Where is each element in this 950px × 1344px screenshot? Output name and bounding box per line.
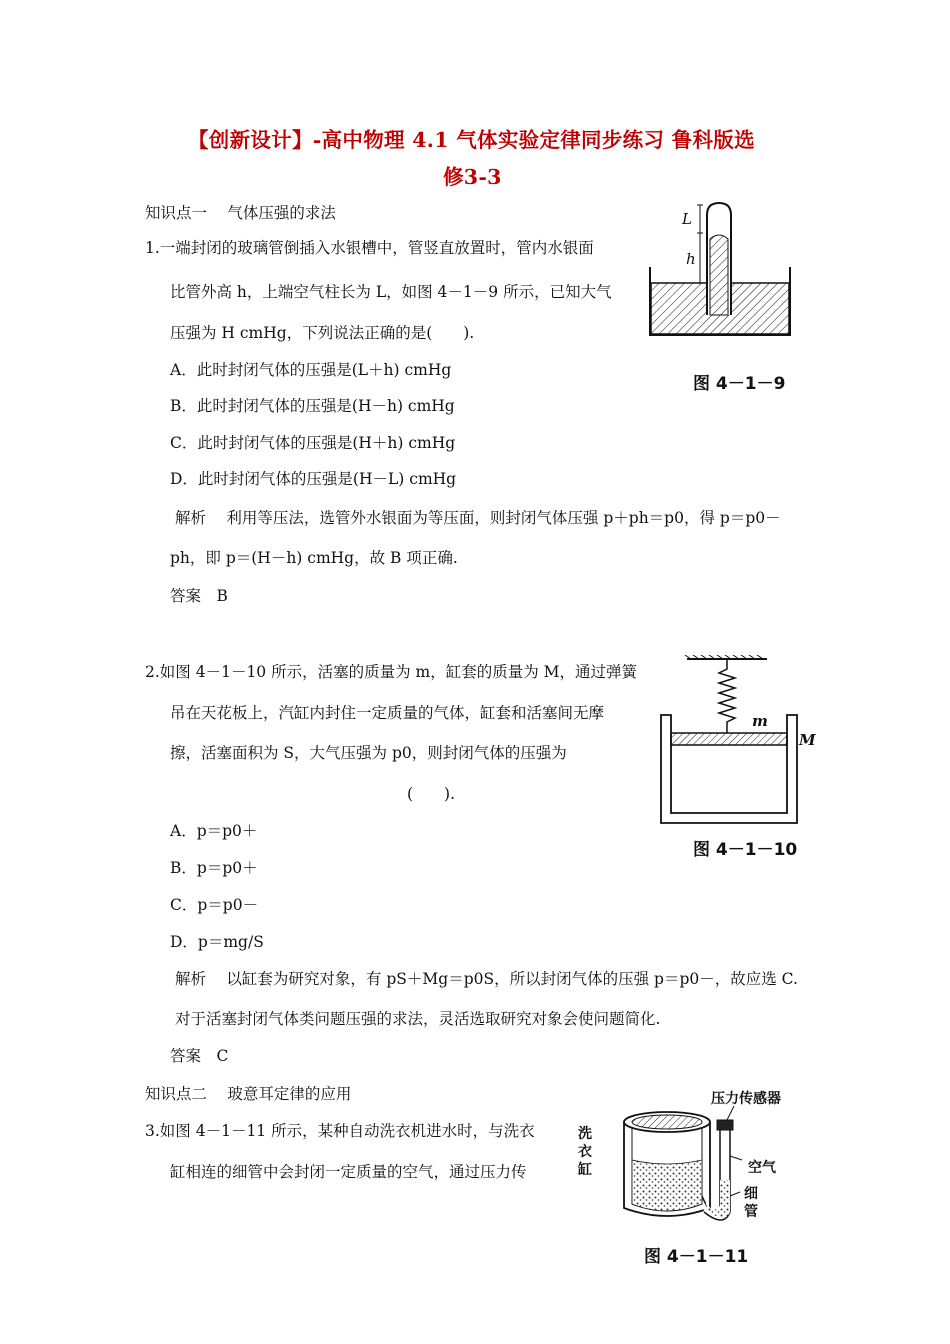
q2-option-d: D．p＝mg/S [170, 933, 264, 951]
section1-heading: 知识点一 气体压强的求法 [145, 204, 336, 222]
q1-option-d: D．此时封闭气体的压强是(H－L) cmHg [170, 470, 457, 488]
q2-stem-line1: 2.如图 4－1－10 所示，活塞的质量为 m，缸套的质量为 M，通过弹簧 [145, 663, 638, 681]
section2-heading: 知识点二 玻意耳定律的应用 [145, 1085, 352, 1103]
q2-stem-line4: ( ). [407, 785, 456, 803]
fig-label-washing-tub: 洗衣缸 [578, 1126, 592, 1178]
q1-stem-line2: 比管外高 h，上端空气柱长为 L，如图 4－1－9 所示，已知大气 [170, 283, 612, 301]
doc-title-line1: 【创新设计】-高中物理 4.1 气体实验定律同步练习 鲁科版选 [188, 128, 755, 152]
figure-4-1-10-caption: 图 4－1－10 [693, 840, 798, 860]
q1-answer: 答案 B [170, 587, 228, 605]
fig-label-m: m [752, 712, 768, 730]
q2-analysis-line1: 解析 以缸套为研究对象，有 pS＋Mg＝p0S，所以封闭气体的压强 p＝p0－，故应选 C. [175, 970, 798, 988]
fig-label-h: h [686, 250, 696, 268]
figure-4-1-9-caption: 图 4－1－9 [693, 374, 786, 394]
q1-analysis-line1: 解析 利用等压法，选管外水银面为等压面，则封闭气体压强 p＋ph＝p0，得 p＝p0－ [175, 509, 781, 527]
q2-stem-line3: 擦，活塞面积为 S，大气压强为 p0，则封闭气体的压强为 [170, 744, 567, 762]
q2-answer: 答案 C [170, 1047, 229, 1065]
fig-label-L: L [682, 210, 692, 228]
q2-option-b: B．p＝p0＋ [170, 859, 258, 877]
fig-label-thin-tube: 细管 [744, 1186, 758, 1220]
q2-analysis-line2: 对于活塞封闭气体类问题压强的求法，灵活选取研究对象会使问题简化. [175, 1010, 661, 1028]
fig-label-air: 空气 [748, 1160, 776, 1176]
q1-stem-line1: 1.一端封闭的玻璃管倒插入水银槽中，管竖直放置时，管内水银面 [145, 239, 594, 257]
q2-option-a: A．p＝p0＋ [170, 822, 258, 840]
fig-label-M: M [799, 731, 816, 749]
figure-4-1-10 [655, 655, 815, 825]
q2-option-c: C．p＝p0－ [170, 896, 259, 914]
figure-4-1-11-caption: 图 4－1－11 [644, 1247, 749, 1267]
q2-stem-line2: 吊在天花板上，汽缸内封住一定质量的气体，缸套和活塞间无摩 [170, 704, 605, 722]
q1-stem-line3: 压强为 H cmHg，下列说法正确的是( ). [170, 324, 475, 342]
doc-title-line2: 修3-3 [443, 165, 502, 189]
q1-option-a: A．此时封闭气体的压强是(L＋h) cmHg [170, 361, 452, 379]
q1-option-b: B．此时封闭气体的压强是(H－h) cmHg [170, 397, 455, 415]
q1-analysis-line2: ph，即 p＝(H－h) cmHg，故 B 项正确. [170, 549, 458, 567]
q1-option-c: C．此时封闭气体的压强是(H＋h) cmHg [170, 434, 456, 452]
q3-stem-line2: 缸相连的细管中会封闭一定质量的空气，通过压力传 [170, 1163, 527, 1181]
fig-label-pressure-sensor: 压力传感器 [711, 1091, 781, 1107]
figure-4-1-9 [645, 195, 795, 355]
q3-stem-line1: 3.如图 4－1－11 所示，某种自动洗衣机进水时，与洗衣 [145, 1122, 535, 1140]
